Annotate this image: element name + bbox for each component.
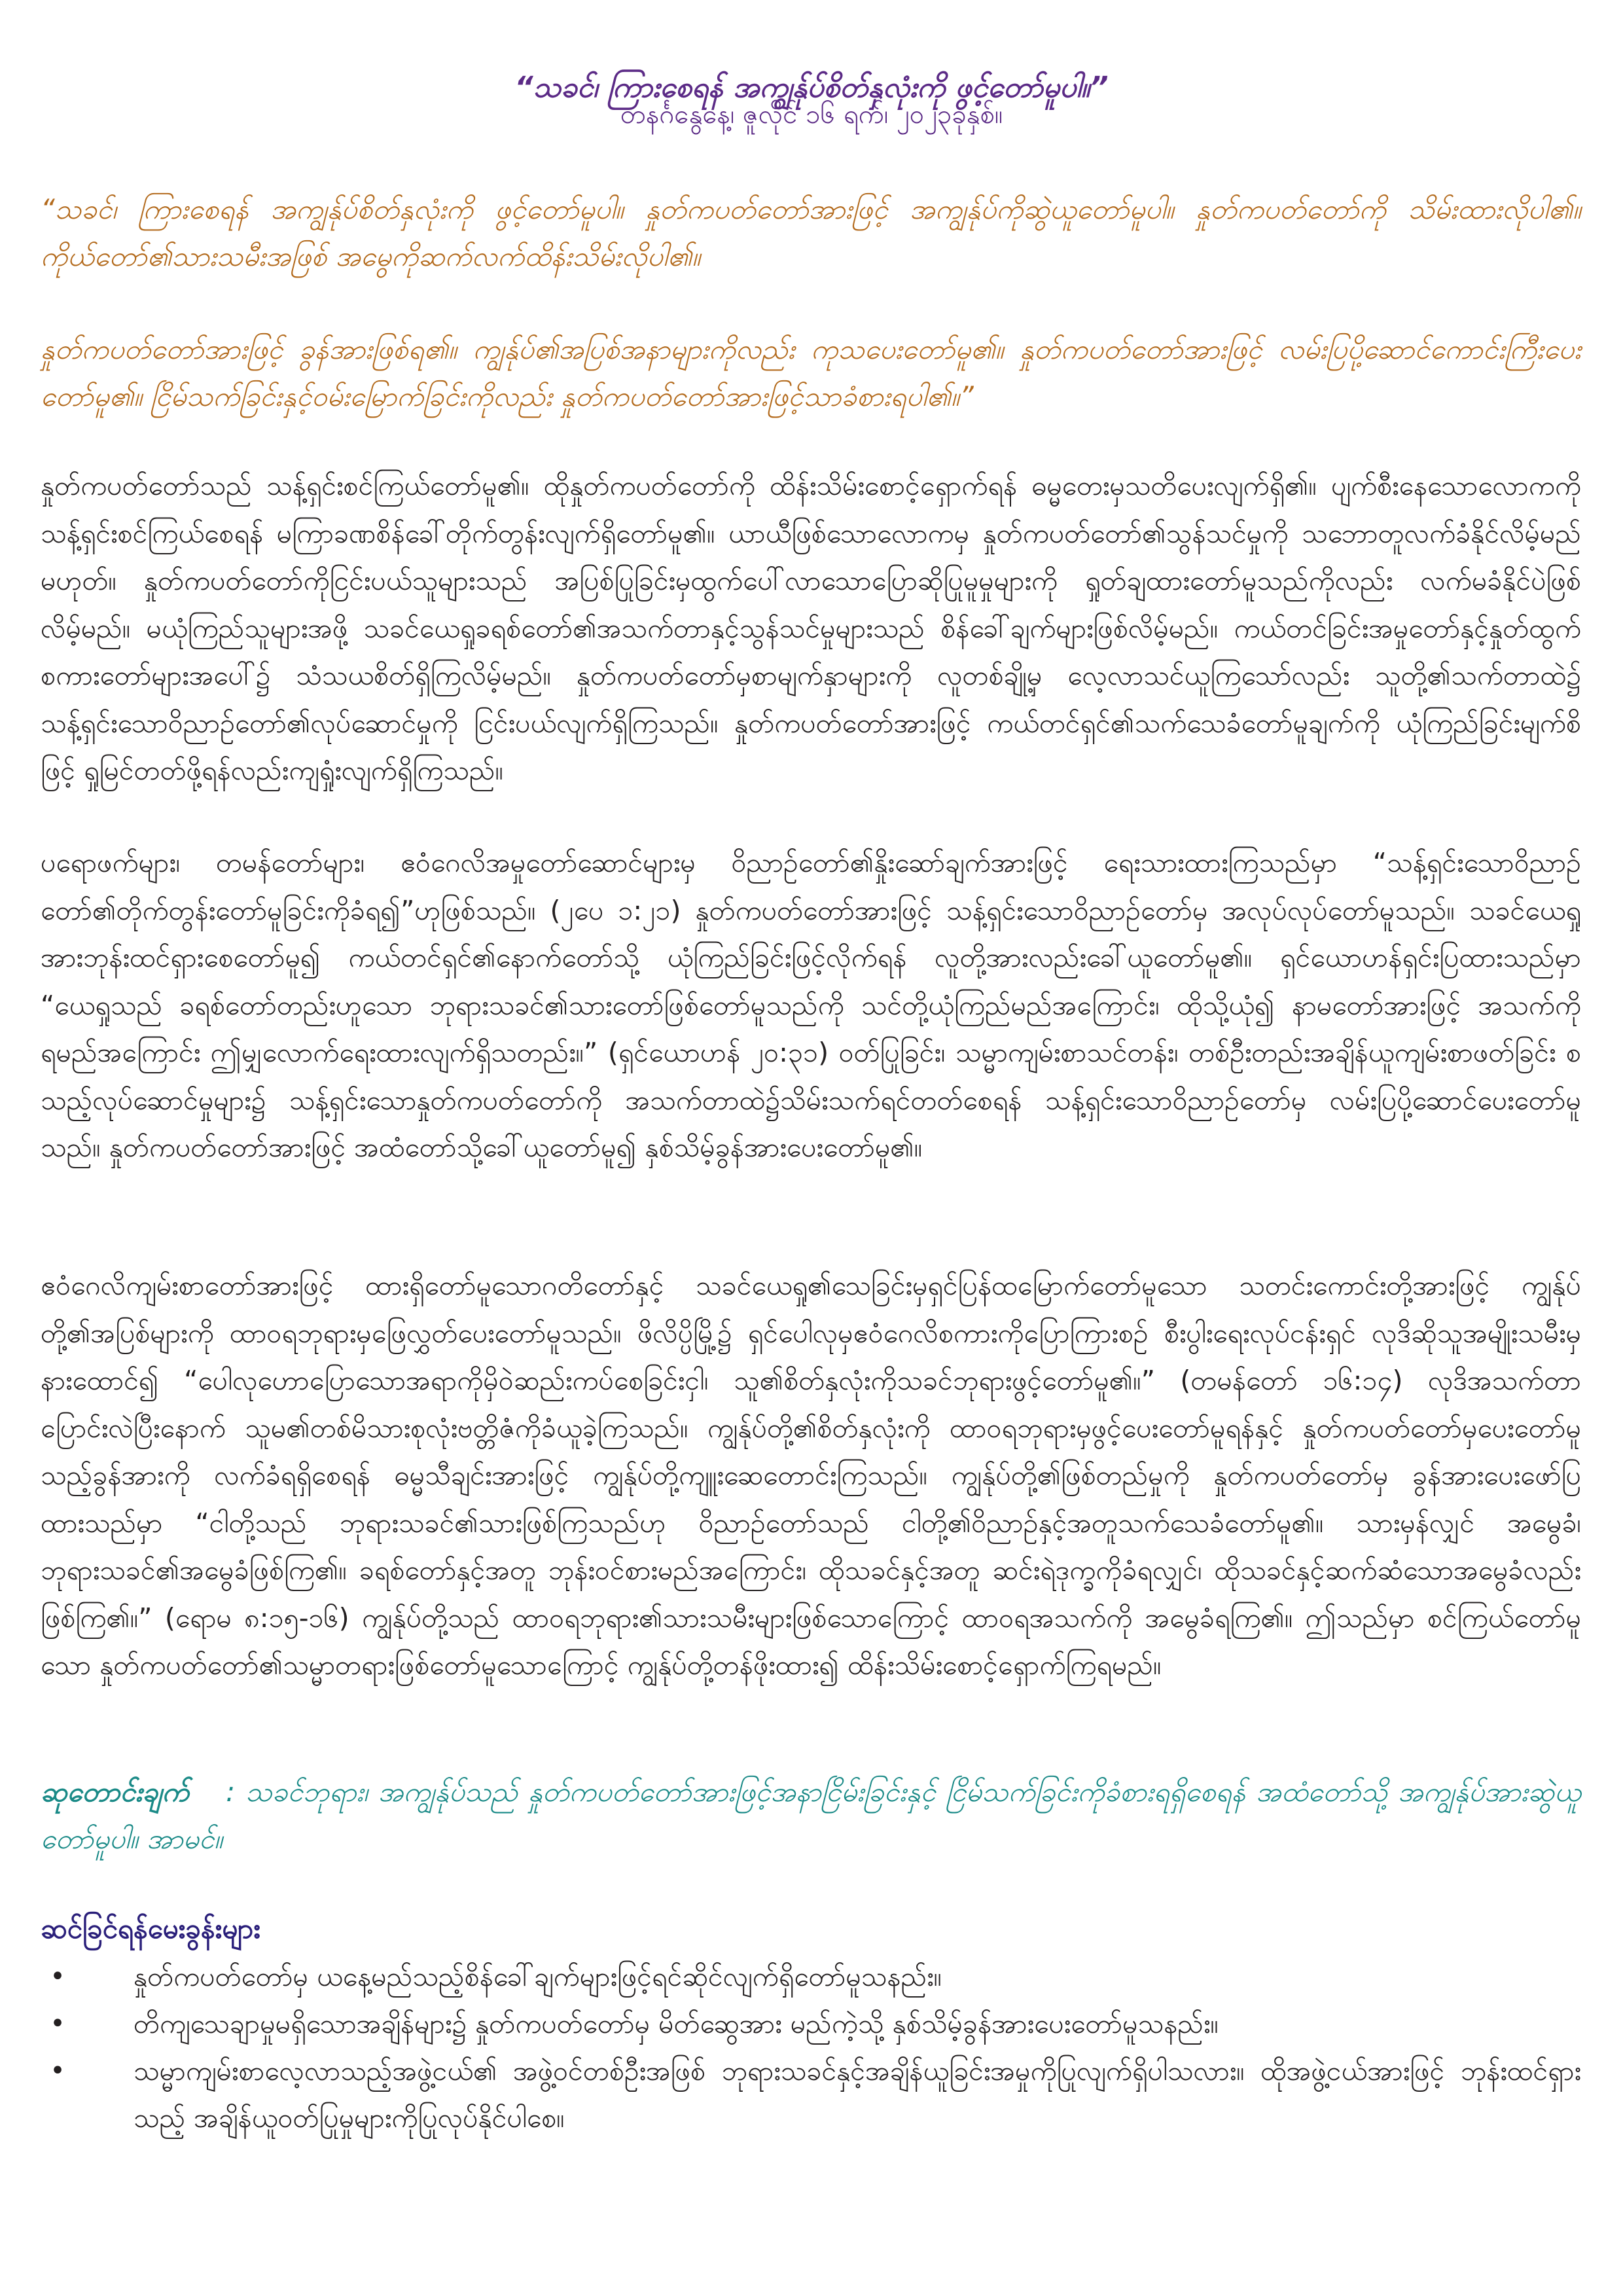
body-paragraph-3: ဧဝံဂေလိကျမ်းစာတော်အားဖြင့် ထားရှိတော်မူသောဂတိတော်နှင့် သခင်ယေရှု၏သေခြင်းမှရှင်ပြန်ထမြောက်တော်မူသော သတင်းကောင်းတို့အားဖြင့် ကျွန်ုပ်တို့၏အပြစ်များကို ထာဝရဘုရားမှဖြေလွှတ်ပေးတော်မူသည်။ ဖိလိပ္ပိမြို့၌ ရှင်ပေါလုမှဧဝံဂေလိစကားကိုပြောကြားစဉ် စီးပွါးရေးလုပ်ငန်းရှင် လုဒိဆိုသူအမျိုးသမီးမှ နားထောင်၍ “ပေါလုဟောပြောသောအရာကိုမှိဝဲဆည်းကပ်စေခြင်းငှါ၊ သူ၏စိတ်နှလုံးကိုသခင်ဘုရားဖွင့်တော်မူ၏။” (တမန်တော် ၁၆:၁၄) လုဒိအသက်တာပြောင်းလဲပြီးနောက် သူမ၏တစ်မိသားစုလုံးဗတ္တိဇံကိုခံယူခဲ့ကြသည်။ ကျွန်ုပ်တို့၏စိတ်နှလုံးကို ထာဝရဘုရားမှဖွင့်ပေးတော်မူရန်နှင့် နှုတ်ကပတ်တော်မှပေးတော်မူသည့်ခွန်အားကို လက်ခံရရှိစေရန် ဓမ္မသီချင်းအားဖြင့် ကျွန်ုပ်တို့ကျူးဆေတောင်းကြသည်။ ကျွန်ုပ်တို့၏ဖြစ်တည်မှုကို နှုတ်ကပတ်တော်မှ ခွန်အားပေးဖော်ပြထားသည်မှာ “ငါတို့သည် ဘုရားသခင်၏သားဖြစ်ကြသည်ဟု ဝိညာဉ်တော်သည် ငါတို့၏ဝိညာဉ်နှင့်အတူသက်သေခံတော်မူ၏။ သားမှန်လျှင် အမွေခံ၊ ဘုရားသခင်၏အမွေခံဖြစ်ကြ၏။ ခရစ်တော်နှင့်အတူ ဘုန်းဝင်စားမည်အကြောင်း၊ ထိုသခင်နှင့်အတူ ဆင်းရဲဒုက္ခကိုခံရလျှင်၊ ထိုသခင်နှင့်ဆက်ဆံသောအမွေခံလည်းဖြစ်ကြ၏။” (ရောမ ၈:၁၅-၁၆) ကျွန်ုပ်တို့သည် ထာဝရဘုရား၏သားသမီးများဖြစ်သောကြောင့် ထာဝရအသက်ကို အမွေခံရကြ၏။ ဤသည်မှာ စင်ကြယ်တော်မူသော နှုတ်ကပတ်တော်၏သမ္မာတရားဖြစ်တော်မူသောကြောင့် ကျွန်ုပ်တို့တန်ဖိုးထား၍ ထိန်းသိမ်းစောင့်ရှောက်ကြရမည်။ <box>41 1270 1581 1681</box>
opening-verse-1: “သခင်၊ ကြားစေရန် အကျွန်ုပ်စိတ်နှလုံးကို ဖွင့်တော်မူပါ။ နှုတ်ကပတ်တော်အားဖြင့် အကျွန်ုပ်ကိုဆွဲယူတော်မူပါ။ နှုတ်ကပတ်တော်ကို သိမ်းထားလိုပါ၏။ ကိုယ်တော်၏သားသမီးအဖြစ် အမွေကိုဆက်လက်ထိန်းသိမ်းလိုပါ၏။ <box>41 193 1581 272</box>
prayer-section <box>41 1768 1581 1863</box>
body-paragraph-1: နှုတ်ကပတ်တော်သည် သန့်ရှင်းစင်ကြယ်တော်မူ၏။ ထိုနှုတ်ကပတ်တော်ကို ထိန်းသိမ်းစောင့်ရှောက်ရန် ဓမ္မတေးမှသတိပေးလျက်ရှိ၏။ ပျက်စီးနေသောလောကကို သန့်ရှင်းစင်ကြယ်စေရန် မကြာခဏစိန်ခေါ်တိုက်တွန်းလျက်ရှိတော်မူ၏။ ယာယီဖြစ်သောလောကမှ နှုတ်ကပတ်တော်၏သွန်သင်မှုကို သဘောတူလက်ခံနိုင်လိမ့်မည်မဟုတ်။ နှုတ်ကပတ်တော်ကိုငြင်းပယ်သူများသည် အပြစ်ပြုခြင်းမှထွက်ပေါ်လာသောပြောဆိုပြုမူမှုများကို ရှုတ်ချထားတော်မူသည်ကိုလည်း လက်မခံနိုင်ပဲဖြစ်လိမ့်မည်။ မယုံကြည်သူများအဖို့ သခင်ယေရှုခရစ်တော်၏အသက်တာနှင့်သွန်သင်မှုများသည် စိန်ခေါ်ချက်များဖြစ်လိမ့်မည်။ ကယ်တင်ခြင်းအမှုတော်နှင့်နှုတ်ထွက်စကားတော်များအပေါ်၌ သံသယစိတ်ရှိကြလိမ့်မည်။ နှုတ်ကပတ်တော်မှစာမျက်နှာများကို လူတစ်ချို့မှ လေ့လာသင်ယူကြသော်လည်း သူတို့၏သက်တာထဲ၌ သန့်ရှင်းသောဝိညာဉ်တော်၏လုပ်ဆောင်မှုကို ငြင်းပယ်လျက်ရှိကြသည်။ နှုတ်ကပတ်တော်အားဖြင့် ကယ်တင်ရှင်၏သက်သေခံတော်မူချက်ကို ယုံကြည်ခြင်းမျက်စိဖြင့် ရှုမြင်တတ်ဖို့ရန်လည်းကျရှုံးလျက်ရှိကြသည်။ <box>41 470 1581 786</box>
bullet-icon: • <box>50 1962 65 1992</box>
question-text: တိကျသေချာမှုမရှိသောအချိန်များ၌ နှုတ်ကပတ်တော်မှ မိတ်ဆွေအား မည်ကဲ့သို့ နှစ်သိမ့်ခွန်အားပေးတော်မူသနည်း။ <box>134 2008 1219 2039</box>
list-item <box>41 1953 1581 2000</box>
bullet-icon: • <box>50 2009 65 2039</box>
opening-verse-2: နှုတ်ကပတ်တော်အားဖြင့် ခွန်အားဖြစ်ရ၏။ ကျွန်ုပ်၏အပြစ်အနာများကိုလည်း ကုသပေးတော်မူ၏။ နှုတ်ကပတ်တော်အားဖြင့် လမ်းပြပို့ဆောင်ကောင်းကြီးပေးတော်မူ၏။ ငြိမ်သက်ခြင်းနှင့်ဝမ်းမြောက်ခြင်းကိုလည်း နှုတ်ကပတ်တော်အားဖြင့်သာခံစားရပါ၏။” <box>41 333 1581 412</box>
list-item <box>41 2000 1581 2047</box>
question-text: နှုတ်ကပတ်တော်မှ ယနေ့မည်သည့်စိန်ခေါ်ချက်များဖြင့်ရင်ဆိုင်လျက်ရှိတော်မူသနည်း။ <box>134 1961 942 1992</box>
list-item <box>41 2047 1581 2142</box>
page-title: “သခင်၊ ကြားစေရန် အကျွန်ုပ်စိတ်နှလုံးကို ဖွင့်တော်မူပါ။” <box>514 71 1109 105</box>
prayer-text: : သခင်ဘုရား၊ အကျွန်ုပ်သည် နှုတ်ကပတ်တော်အားဖြင့်အနာငြိမ်းခြင်းနှင့် ငြိမ်သက်ခြင်းကိုခံစားရရှိစေရန် အထံတော်သို့ အကျွန်ုပ်အားဆွဲယူတော်မူပါ။ အာမင်။ <box>41 1776 1582 1855</box>
body-paragraph-2: ပရောဖက်များ၊ တမန်တော်များ၊ ဧဝံဂေလိအမှုတော်ဆောင်များမှ ဝိညာဉ်တော်၏နှိုးဆော်ချက်အားဖြင့် ရေးသားထားကြသည်မှာ “သန့်ရှင်းသောဝိညာဉ်တော်၏တိုက်တွန်းတော်မူခြင်းကိုခံရ၍”ဟုဖြစ်သည်။ (၂ပေ ၁:၂၁) နှုတ်ကပတ်တော်အားဖြင့် သန့်ရှင်းသောဝိညာဉ်တော်မှ အလုပ်လုပ်တော်မူသည်။ သခင်ယေရှုအားဘုန်းထင်ရှားစေတော်မူ၍ ကယ်တင်ရှင်၏နောက်တော်သို့ ယုံကြည်ခြင်းဖြင့်လိုက်ရန် လူတို့အားလည်းခေါ်ယူတော်မူ၏။ ရှင်ယောဟန်ရှင်းပြထားသည်မှာ “ယေရှုသည် ခရစ်တော်တည်းဟူသော ဘုရားသခင်၏သားတော်ဖြစ်တော်မူသည်ကို သင်တို့ယုံကြည်မည်အကြောင်း၊ ထိုသို့ယုံ၍ နာမတော်အားဖြင့် အသက်ကိုရမည်အကြောင်း ဤမျှလောက်ရေးထားလျက်ရှိသတည်း။” (ရှင်ယောဟန် ၂၀:၃၁) ဝတ်ပြုခြင်း၊ သမ္မာကျမ်းစာသင်တန်း၊ တစ်ဦးတည်းအချိန်ယူကျမ်းစာဖတ်ခြင်း စသည့်လုပ်ဆောင်မှုများ၌ သန့်ရှင်းသောနှုတ်ကပတ်တော်ကို အသက်တာထဲ၌သိမ်းသက်ရင်တတ်စေရန် သန့်ရှင်းသောဝိညာဉ်တော်မှ လမ်းပြပို့ဆောင်ပေးတော်မူသည်။ နှုတ်ကပတ်တော်အားဖြင့် အထံတော်သို့ခေါ်ယူတော်မူ၍ နှစ်သိမ့်ခွန်အားပေးတော်မူ၏။ <box>41 847 1581 1163</box>
bullet-icon: • <box>50 2056 65 2086</box>
questions-heading: ဆင်ခြင်ရန်မေးခွန်းများ <box>41 1912 260 1945</box>
page-date: တနင်္ဂနွေနေ့၊ ဇူလိုင် ၁၆ ရက်၊ ၂၀၂၃ခုနှစ်။ <box>620 99 1003 130</box>
questions-list <box>41 1953 1581 2142</box>
prayer-label: ဆုတောင်းချက် <box>41 1776 189 1808</box>
question-text: သမ္မာကျမ်းစာလေ့လာသည့်အဖွဲ့ငယ်၏ အဖွဲ့ဝင်တစ်ဦးအဖြစ် ဘုရားသခင်နှင့်အချိန်ယူခြင်းအမှုကိုပြုလျက်ရှိပါသလား။ ထိုအဖွဲ့ငယ်အားဖြင့် ဘုန်းထင်ရှားသည့် အချိန်ယူဝတ်ပြုမှုများကိုပြုလုပ်နိုင်ပါစေ။ <box>134 2055 1581 2134</box>
